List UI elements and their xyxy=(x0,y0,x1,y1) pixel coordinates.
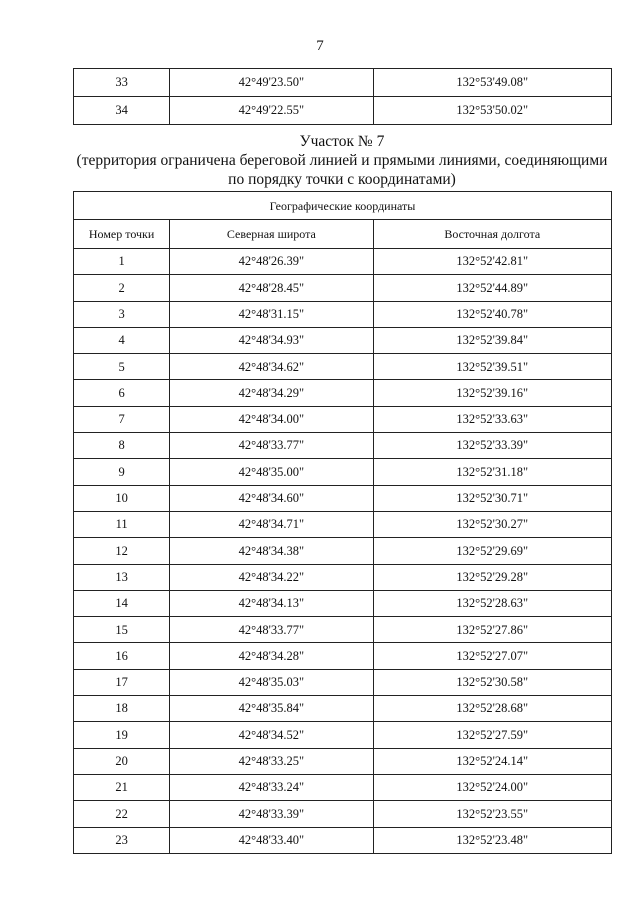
point-number-cell: 20 xyxy=(74,748,170,774)
longitude-cell: 132°52'39.51" xyxy=(373,354,611,380)
point-number-cell: 17 xyxy=(74,669,170,695)
section-title: Участок № 7 xyxy=(299,133,385,150)
latitude-cell: 42°48'34.22" xyxy=(170,564,373,590)
header-geographic-coordinates: Географические координаты xyxy=(74,192,612,220)
latitude-cell: 42°48'33.39" xyxy=(170,801,373,827)
point-number-cell: 7 xyxy=(74,406,170,432)
table-row xyxy=(74,669,612,695)
latitude-cell: 42°48'35.00" xyxy=(170,459,373,485)
point-number-cell: 33 xyxy=(74,69,170,97)
point-number-cell: 2 xyxy=(74,275,170,301)
point-number-cell: 15 xyxy=(74,617,170,643)
header-row-group xyxy=(74,192,612,220)
longitude-cell: 132°52'29.69" xyxy=(373,538,611,564)
longitude-cell: 132°52'28.68" xyxy=(373,696,611,722)
longitude-cell: 132°52'24.00" xyxy=(373,774,611,800)
table-row xyxy=(74,249,612,275)
table-row xyxy=(74,327,612,353)
continued-coordinates-table xyxy=(73,68,612,125)
point-number-cell: 1 xyxy=(74,249,170,275)
latitude-cell: 42°48'26.39" xyxy=(170,249,373,275)
table-row xyxy=(74,69,612,97)
latitude-cell: 42°48'33.77" xyxy=(170,433,373,459)
longitude-cell: 132°53'49.08" xyxy=(373,69,611,97)
header-north-latitude: Северная широта xyxy=(170,220,373,249)
point-number-cell: 18 xyxy=(74,696,170,722)
latitude-cell: 42°48'28.45" xyxy=(170,275,373,301)
point-number-cell: 10 xyxy=(74,485,170,511)
longitude-cell: 132°52'28.63" xyxy=(373,590,611,616)
point-number-cell: 8 xyxy=(74,433,170,459)
header-point-number: Номер точки xyxy=(74,220,170,249)
point-number-cell: 5 xyxy=(74,354,170,380)
header-row-columns xyxy=(74,220,612,249)
latitude-cell: 42°48'34.71" xyxy=(170,511,373,537)
table-row xyxy=(74,380,612,406)
latitude-cell: 42°48'34.00" xyxy=(170,406,373,432)
point-number-cell: 4 xyxy=(74,327,170,353)
longitude-cell: 132°52'27.59" xyxy=(373,722,611,748)
section-heading xyxy=(60,132,624,189)
longitude-cell: 132°52'40.78" xyxy=(373,301,611,327)
latitude-cell: 42°48'33.77" xyxy=(170,617,373,643)
point-number-cell: 6 xyxy=(74,380,170,406)
latitude-cell: 42°49'23.50" xyxy=(170,69,373,97)
latitude-cell: 42°48'34.93" xyxy=(170,327,373,353)
table-row xyxy=(74,696,612,722)
longitude-cell: 132°52'24.14" xyxy=(373,748,611,774)
table-row xyxy=(74,301,612,327)
latitude-cell: 42°48'33.25" xyxy=(170,748,373,774)
table-row xyxy=(74,354,612,380)
point-number-cell: 3 xyxy=(74,301,170,327)
latitude-cell: 42°49'22.55" xyxy=(170,97,373,125)
table-row xyxy=(74,748,612,774)
point-number-cell: 21 xyxy=(74,774,170,800)
latitude-cell: 42°48'34.60" xyxy=(170,485,373,511)
continued-rows xyxy=(74,69,612,125)
latitude-cell: 42°48'34.13" xyxy=(170,590,373,616)
table-row xyxy=(74,617,612,643)
latitude-cell: 42°48'34.29" xyxy=(170,380,373,406)
latitude-cell: 42°48'31.15" xyxy=(170,301,373,327)
table-row xyxy=(74,406,612,432)
table-row xyxy=(74,433,612,459)
longitude-cell: 132°52'30.27" xyxy=(373,511,611,537)
table-row xyxy=(74,275,612,301)
longitude-cell: 132°53'50.02" xyxy=(373,97,611,125)
latitude-cell: 42°48'34.38" xyxy=(170,538,373,564)
table-row xyxy=(74,827,612,853)
latitude-cell: 42°48'33.40" xyxy=(170,827,373,853)
longitude-cell: 132°52'33.39" xyxy=(373,433,611,459)
point-number-cell: 9 xyxy=(74,459,170,485)
point-number-cell: 23 xyxy=(74,827,170,853)
longitude-cell: 132°52'44.89" xyxy=(373,275,611,301)
coordinates-table-body xyxy=(74,249,612,854)
point-number-cell: 22 xyxy=(74,801,170,827)
table-row xyxy=(74,590,612,616)
latitude-cell: 42°48'34.28" xyxy=(170,643,373,669)
longitude-cell: 132°52'23.55" xyxy=(373,801,611,827)
table-row xyxy=(74,801,612,827)
longitude-cell: 132°52'39.16" xyxy=(373,380,611,406)
table-row xyxy=(74,97,612,125)
section-subtitle-line-2: по порядку точки с координатами) xyxy=(228,171,456,188)
point-number-cell: 12 xyxy=(74,538,170,564)
longitude-cell: 132°52'31.18" xyxy=(373,459,611,485)
longitude-cell: 132°52'39.84" xyxy=(373,327,611,353)
longitude-cell: 132°52'30.58" xyxy=(373,669,611,695)
table-row xyxy=(74,774,612,800)
latitude-cell: 42°48'34.62" xyxy=(170,354,373,380)
longitude-cell: 132°52'23.48" xyxy=(373,827,611,853)
table-row xyxy=(74,538,612,564)
table-row xyxy=(74,485,612,511)
point-number-cell: 19 xyxy=(74,722,170,748)
header-east-longitude: Восточная долгота xyxy=(373,220,611,249)
latitude-cell: 42°48'35.84" xyxy=(170,696,373,722)
longitude-cell: 132°52'42.81" xyxy=(373,249,611,275)
point-number-cell: 34 xyxy=(74,97,170,125)
longitude-cell: 132°52'27.86" xyxy=(373,617,611,643)
point-number-cell: 11 xyxy=(74,511,170,537)
longitude-cell: 132°52'33.63" xyxy=(373,406,611,432)
table-row xyxy=(74,459,612,485)
latitude-cell: 42°48'33.24" xyxy=(170,774,373,800)
coordinates-table xyxy=(73,191,612,854)
longitude-cell: 132°52'29.28" xyxy=(373,564,611,590)
section-subtitle-line-1: (территория ограничена береговой линией и прямыми линиями, соединяющими xyxy=(76,152,608,169)
point-number-cell: 14 xyxy=(74,590,170,616)
page-number: 7 xyxy=(316,38,324,54)
point-number-cell: 16 xyxy=(74,643,170,669)
table-row xyxy=(74,564,612,590)
point-number-cell: 13 xyxy=(74,564,170,590)
coordinates-table-header xyxy=(74,192,612,249)
longitude-cell: 132°52'30.71" xyxy=(373,485,611,511)
table-row xyxy=(74,722,612,748)
longitude-cell: 132°52'27.07" xyxy=(373,643,611,669)
table-row xyxy=(74,511,612,537)
latitude-cell: 42°48'34.52" xyxy=(170,722,373,748)
latitude-cell: 42°48'35.03" xyxy=(170,669,373,695)
table-row xyxy=(74,643,612,669)
